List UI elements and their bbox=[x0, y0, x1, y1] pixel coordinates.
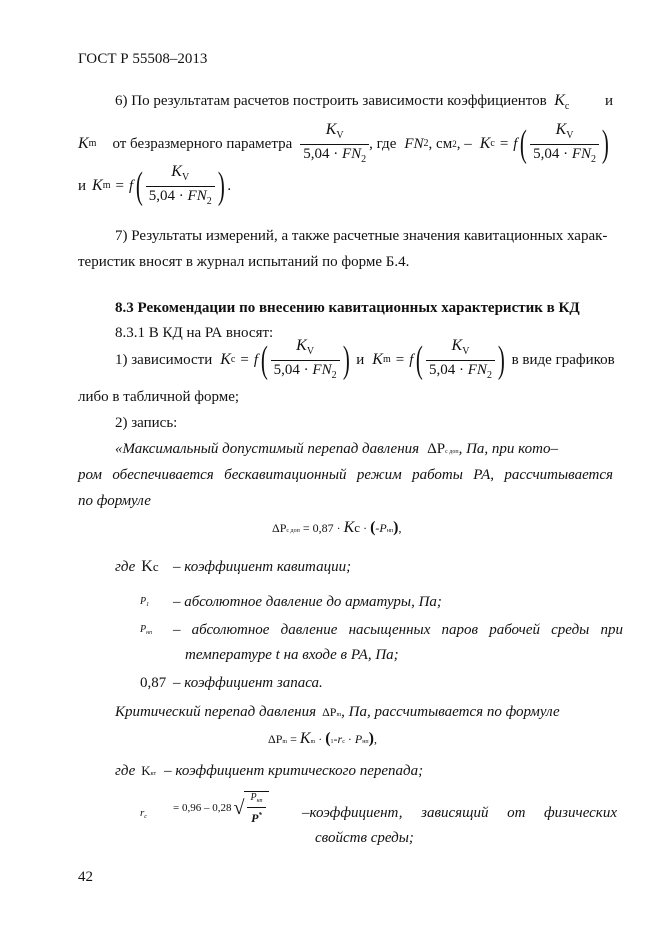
item7-line2: теристик вносят в журнал испытаний по форме Б.4. bbox=[78, 254, 410, 270]
def-pnp-line1: – абсолютное давление насыщенных паров рабочей среды при bbox=[173, 622, 623, 638]
def-p1-symbol: $P_1$ bbox=[140, 596, 150, 608]
page-number: 42 bbox=[78, 869, 93, 885]
def-p1: – абсолютное давление до арматуры, Па; bbox=[173, 594, 442, 610]
quote-line3: по формуле bbox=[78, 493, 151, 509]
item6-line3: и K m = f ( $\frac{K_V}{5,04 \cdot FN_2}$ ) . bbox=[78, 160, 231, 212]
quote-line2: ром обеспечивается бескавитационный режим работы РА, рассчитывается bbox=[78, 467, 613, 483]
def-rc-symbol: rс bbox=[140, 807, 147, 820]
def-km: где K кт – коэффициент критического перепада; bbox=[115, 763, 424, 779]
def-pnp-line2: температуре t на входе в РА, Па; bbox=[185, 647, 399, 663]
list1-line: 1) зависимости K c = f ( $\frac{K_V}{5,04 \cdot FN_2}$ ) и K m = f ( $\frac{K_V}{5,04 \cdot FN_2}$ ) в виде графиков bbox=[115, 334, 615, 386]
item6-line2: K m от безразмерного параметра $\frac{K_V}{5,04 \cdot FN_2}$ , где FN 2 , см 2 , – K c = f ( $\frac{K_V}{5,04 \cdot FN_2}$ ) bbox=[78, 118, 612, 170]
item6-line1: 6) По результатам расчетов построить зависимости коэффициентов $K_c$ bbox=[115, 92, 570, 112]
paren-close: ) bbox=[601, 123, 609, 165]
kc-fraction: $\frac{K_V}{5,04 \cdot FN_2}$ bbox=[530, 121, 599, 168]
quote-line1: «Максимальный допустимый перепад давления ΔP с доп , Па, при кото– bbox=[115, 441, 558, 457]
def-coef: – коэффициент запаса. bbox=[173, 675, 323, 691]
rc-formula: = 0,96 – 0,28 √ $\frac{P_{нп}}{P^*}$ bbox=[173, 792, 269, 824]
param-fraction: $\frac{K_V}{5,04 \cdot FN_2}$ bbox=[300, 121, 369, 168]
section-heading: 8.3 Рекомендации по внесению кавитационных характеристик в КД bbox=[115, 300, 580, 316]
list2-label: 2) запись: bbox=[115, 415, 178, 431]
formula-critical-delta-p: ΔP m = K m · ( 1 - r с · P нп ) , bbox=[268, 730, 377, 747]
section-subheading: 8.3.1 В КД на РА вносят: bbox=[115, 325, 274, 341]
formula-max-delta-p: ΔP с доп = 0,87 · K c · ( - P нп ) , bbox=[272, 519, 402, 536]
list1-continuation: либо в табличной форме; bbox=[78, 389, 240, 405]
sqrt-icon: √ $\frac{P_{нп}}{P^*}$ bbox=[233, 791, 268, 825]
item7-line1: 7) Результаты измерений, а также расчетные значения кавитационных харак- bbox=[115, 228, 608, 244]
def-rc-line1: –коэффициент, зависящий от физических bbox=[302, 805, 617, 821]
def-rc-line2: свойств среды; bbox=[315, 830, 414, 846]
document-header: ГОСТ Р 55508–2013 bbox=[78, 51, 208, 67]
critical-text: Критический перепад давления ΔP m , Па, рассчитывается по формуле bbox=[115, 704, 560, 720]
def-coef-value: 0,87 bbox=[140, 675, 167, 691]
km-fraction: $\frac{K_V}{5,04 \cdot FN_2}$ bbox=[146, 163, 215, 210]
def-kc: где K c – коэффициент кавитации; bbox=[115, 558, 352, 575]
paren-open: ( bbox=[520, 123, 528, 165]
def-pnp-symbol: $P_{нп}$ bbox=[140, 624, 153, 636]
item6-and-1: и bbox=[605, 93, 614, 109]
